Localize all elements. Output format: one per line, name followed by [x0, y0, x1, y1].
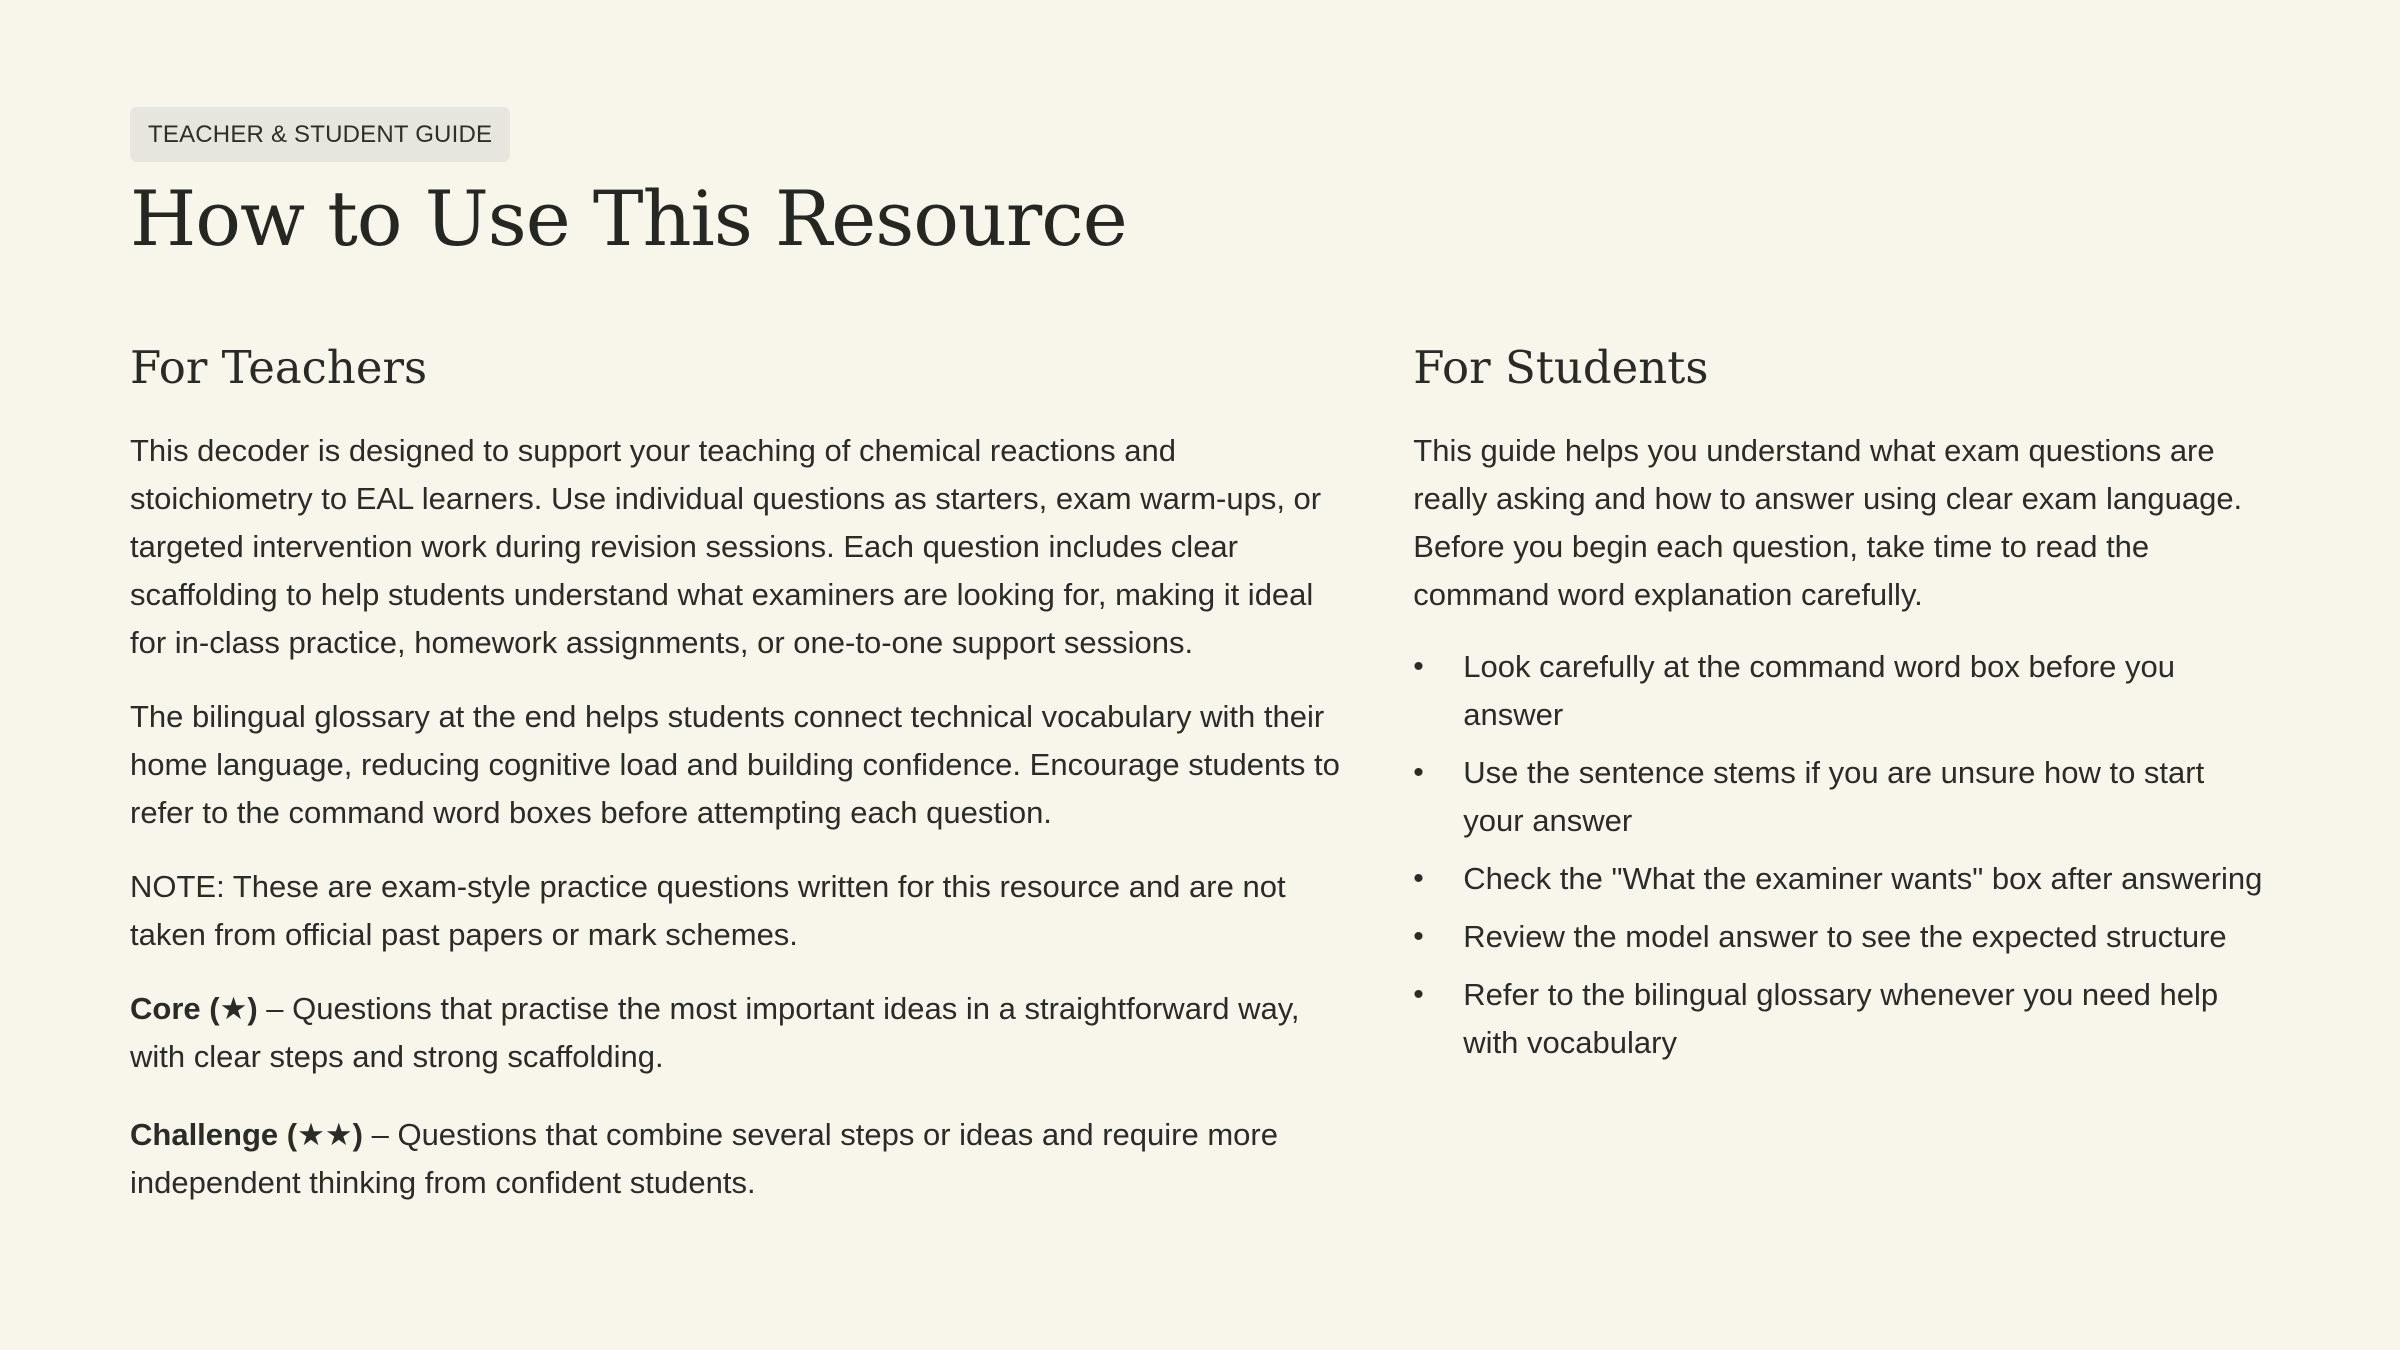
- list-item: [1413, 855, 2270, 903]
- tip-text: Review the model answer to see the expected structure: [1463, 919, 2227, 954]
- content-columns: [130, 339, 2270, 1237]
- bullet-icon: •: [1413, 862, 1424, 895]
- teachers-paragraph-2: The bilingual glossary at the end helps students connect technical vocabulary with their home language, reducing cognitive load and building confidence. Encourage students to refer to the command word boxes before attempting each question.: [130, 699, 1340, 830]
- students-intro: This guide helps you understand what exam questions are really asking and how to answer using clear exam language. Before you begin each question, take time to read the command word explanation carefully.: [1413, 433, 2243, 612]
- tip-text: Refer to the bilingual glossary whenever you need help with vocabulary: [1463, 977, 2219, 1060]
- list-item: [1413, 643, 2270, 739]
- teachers-paragraph-1: This decoder is designed to support your teaching of chemical reactions and stoichiometry to EAL learners. Use individual questions as starters, exam warm-ups, or targeted intervention work during revision sessions. Each question includes clear scaffolding to help students understand what examiners are looking for, making it ideal for in-class practice, homework assignments, or one-to-one support sessions.: [130, 433, 1322, 660]
- bullet-icon: •: [1413, 756, 1424, 789]
- level-challenge-text: – Questions that combine several steps or ideas and require more independent thinking from confident students.: [130, 1117, 1278, 1200]
- level-core-label: Core (★): [130, 991, 258, 1026]
- level-core: [130, 985, 1353, 1081]
- level-challenge: [130, 1111, 1353, 1207]
- teachers-section: [130, 339, 1353, 1237]
- tip-text: Look carefully at the command word box before you answer: [1463, 649, 2175, 732]
- guide-page: [130, 107, 2270, 1287]
- teachers-note: NOTE: These are exam-style practice questions written for this resource and are not taken from official past papers or mark schemes.: [130, 869, 1286, 952]
- bullet-icon: •: [1413, 920, 1424, 953]
- page-title: How to Use This Resource: [130, 174, 1127, 263]
- list-item: [1413, 971, 2270, 1067]
- students-tips-list: [1413, 643, 2270, 1067]
- tip-text: Check the "What the examiner wants" box after answering: [1463, 861, 2263, 896]
- list-item: [1413, 913, 2270, 961]
- teachers-heading: For Teachers: [130, 341, 428, 394]
- level-core-text: – Questions that practise the most important ideas in a straightforward way, with clear steps and strong scaffolding.: [130, 991, 1300, 1074]
- level-challenge-label: Challenge (★★): [130, 1117, 363, 1152]
- tip-text: Use the sentence stems if you are unsure how to start your answer: [1463, 755, 2205, 838]
- bullet-icon: •: [1413, 978, 1424, 1011]
- bullet-icon: •: [1413, 650, 1424, 683]
- students-heading: For Students: [1413, 341, 1709, 394]
- list-item: [1413, 749, 2270, 845]
- students-section: [1413, 339, 2270, 1237]
- guide-badge: TEACHER & STUDENT GUIDE: [130, 107, 510, 162]
